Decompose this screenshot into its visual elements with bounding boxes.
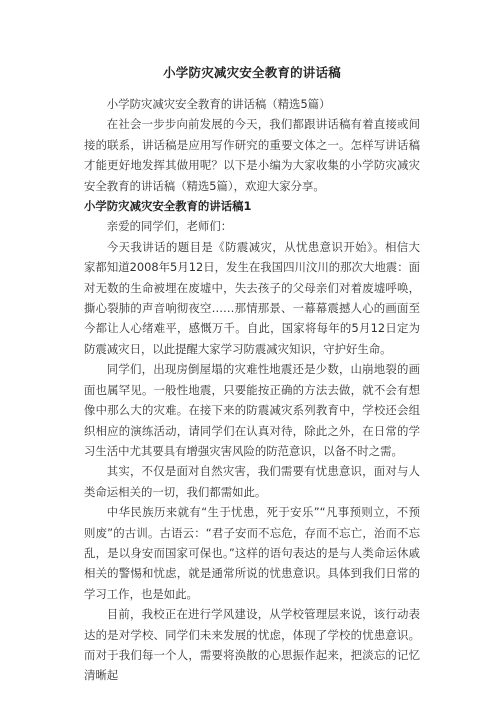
document-title: 小学防灾减灾安全教育的讲话稿 [163,65,341,80]
greeting-paragraph: 亲爱的同学们，老师们： [106,219,233,234]
body-paragraph-4: 中华民族历来就有“生于忧患，死于安乐”“凡事预则立，不预则废”的古训。古语云：“君子安而不忘危，存而不忘亡，治而不忘乱，是以身安而国家可保也。”这样的语句表达的是与人类命运休戚相关的警惕和忧虑，就是通常所说的忧患意识。具体到我们日常的学习工作，也是如此。 [84,505,420,601]
section-heading: 小学防灾减灾安全教育的讲话稿1 [84,199,252,214]
document-subtitle: 小学防灾减灾安全教育的讲话稿（精选5篇） [106,97,331,111]
body-paragraph-1: 今天我讲话的题目是《防震减灾，从忧患意识开始》。相信大家都知道2008年5月12日，发生在我国四川汶川的那次大地震：面对无数的生命被埋在废墟中，失去孩子的父母亲们对着废墟呼唤，撕心裂肺的声音响彻夜空……那情那景、一幕幕震撼人心的画面至今都让人心绪难平，感慨万千。自此，国家将每年的5月12日定为防震减灾日，以此提醒大家学习防震减灾知识，守护好生命。 [84,239,420,356]
body-paragraph-3: 其实，不仅是面对自然灾害，我们需要有忧患意识，面对与人类命运相关的一切，我们都需如此。 [84,464,420,499]
body-paragraph-5: 目前，我校正在进行学风建设，从学校管理层来说，该行动表达的是对学校、同学们未来发展的忧虑，体现了学校的忧患意识。而对于我们每一个人，需要将涣散的心思振作起来，把淡忘的记忆清晰起 [84,607,420,683]
body-paragraph-2: 同学们，出现房倒屋塌的灾难性地震还是少数，山崩地裂的画面也属罕见。一般性地震，只要能按正确的方法去做，就不会有想像中那么大的灾难。在接下来的防震减灾系列教育中，学校还会组织相应的演练活动，请同学们在认真对待，除此之外，在日常的学习生活中尤其要具有增强灾害风险的防范意识，以备不时之需。 [84,362,420,458]
intro-paragraph: 在社会一步步向前发展的今天，我们都跟讲话稿有着直接或间接的联系，讲话稿是应用写作研究的重要文体之一。怎样写讲话稿才能更好地发挥其做用呢？以下是小编为大家收集的小学防灾减灾安全教育的讲话稿（精选5篇），欢迎大家分享。 [84,117,420,193]
